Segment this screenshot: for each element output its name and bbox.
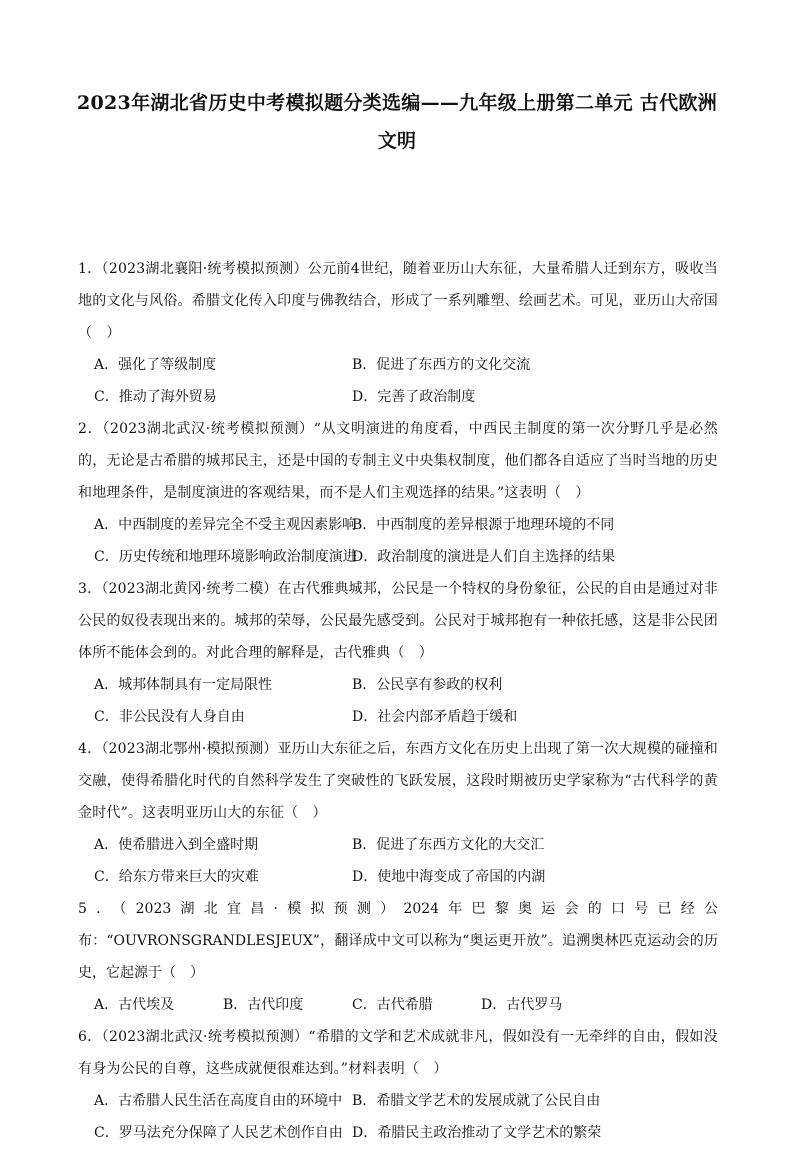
question-1 [78, 253, 718, 413]
option-row [94, 349, 718, 381]
option-d: D．政治制度的演进是人们自主选择的结果 [352, 549, 616, 565]
option-row [94, 1117, 718, 1149]
option-d: D．古代罗马 [481, 997, 563, 1013]
option-row [94, 989, 718, 1021]
option-d: D．完善了政治制度 [352, 389, 476, 405]
question-stem: 3．（2023湖北黄冈·统考二模）在古代雅典城邦，公民是一个特权的身份象征，公民的自由是通过对非公民的奴役表现出来的。城邦的荣辱，公民最先感受到。公民对于城邦抱有一种依托感，这是非公民团体所不能体会到的。对此合理的解释是，古代雅典（ ） [78, 581, 718, 661]
option-row [94, 509, 718, 541]
option-row [94, 861, 718, 893]
document-title: 2023年湖北省历史中考模拟题分类选编——九年级上册第二单元 古代欧洲文明 [77, 92, 717, 152]
option-d: D．社会内部矛盾趋于缓和 [352, 709, 518, 725]
option-b: B．促进了东西方文化的大交汇 [352, 837, 545, 853]
option-b: B．古代印度 [223, 997, 304, 1013]
option-row [94, 829, 718, 861]
option-row [94, 1085, 718, 1117]
question-stem: 1．（2023湖北襄阳·统考模拟预测）公元前4世纪，随着亚历山大东征，大量希腊人迁到东方，吸收当地的文化与风俗。希腊文化传入印度与佛教结合，形成了一系列雕塑、绘画艺术。可见，亚历山大帝国（ ） [78, 261, 718, 341]
option-b: B．中西制度的差异根源于地理环境的不同 [352, 517, 615, 533]
option-a: A．中西制度的差异完全不受主观因素影响 [94, 517, 357, 533]
option-a: A．古希腊人民生活在高度自由的环境中 [94, 1093, 343, 1109]
option-row [94, 669, 718, 701]
option-a: A．古代埃及 [94, 997, 175, 1013]
option-b: B．公民享有参政的权利 [352, 677, 503, 693]
option-c: C．给东方带来巨大的灾难 [94, 869, 259, 885]
option-b: B．希腊文学艺术的发展成就了公民自由 [352, 1093, 601, 1109]
question-stem: 5．（2023湖北宜昌·模拟预测）2024年巴黎奥运会的口号已经公布：“OUVRONSGRANDLESJEUX”，翻译成中文可以称为“奥运更开放”。追溯奥林匹克运动会的历史，它起源于（ ） [78, 901, 718, 981]
option-a: A．使希腊进入到全盛时期 [94, 837, 259, 853]
option-a: A．城邦体制具有一定局限性 [94, 677, 273, 693]
option-c: C．罗马法充分保障了人民艺术创作自由 [94, 1125, 343, 1141]
option-d: D．希腊民主政治推动了文学艺术的繁荣 [352, 1125, 602, 1141]
option-b: B．促进了东西方的文化交流 [352, 357, 531, 373]
question-5 [78, 893, 718, 1021]
question-3 [78, 573, 718, 733]
option-c: C．历史传统和地理环境影响政治制度演进 [94, 549, 357, 565]
question-2 [78, 413, 718, 573]
option-row [94, 381, 718, 413]
question-4 [78, 733, 718, 893]
question-stem: 6．（2023湖北武汉·统考模拟预测）“希腊的文学和艺术成就非凡，假如没有一无牵绊的自由，假如没有身为公民的自尊，这些成就便很难达到。”材料表明（ ） [78, 1029, 718, 1077]
option-c: C．古代希腊 [352, 997, 433, 1013]
question-stem: 2．（2023湖北武汉·统考模拟预测）“从文明演进的角度看，中西民主制度的第一次分野几乎是必然的，无论是古希腊的城邦民主，还是中国的专制主义中央集权制度，他们都各自适应了当时当地的历史和地理条件，是制度演进的客观结果，而不是人们主观选择的结果。”这表明（ ） [78, 421, 718, 501]
question-6 [78, 1021, 718, 1149]
option-d: D．使地中海变成了帝国的内湖 [352, 869, 546, 885]
question-list [78, 253, 718, 1149]
option-row [94, 541, 718, 573]
option-c: C．推动了海外贸易 [94, 389, 217, 405]
option-row [94, 701, 718, 733]
question-stem: 4．（2023湖北鄂州·模拟预测）亚历山大东征之后，东西方文化在历史上出现了第一次大规模的碰撞和交融，使得希腊化时代的自然科学发生了突破性的飞跃发展，这段时期被历史学家称为“古代科学的黄金时代”。这表明亚历山大的东征（ ） [78, 741, 718, 821]
option-a: A．强化了等级制度 [94, 357, 217, 373]
option-c: C．非公民没有人身自由 [94, 709, 245, 725]
